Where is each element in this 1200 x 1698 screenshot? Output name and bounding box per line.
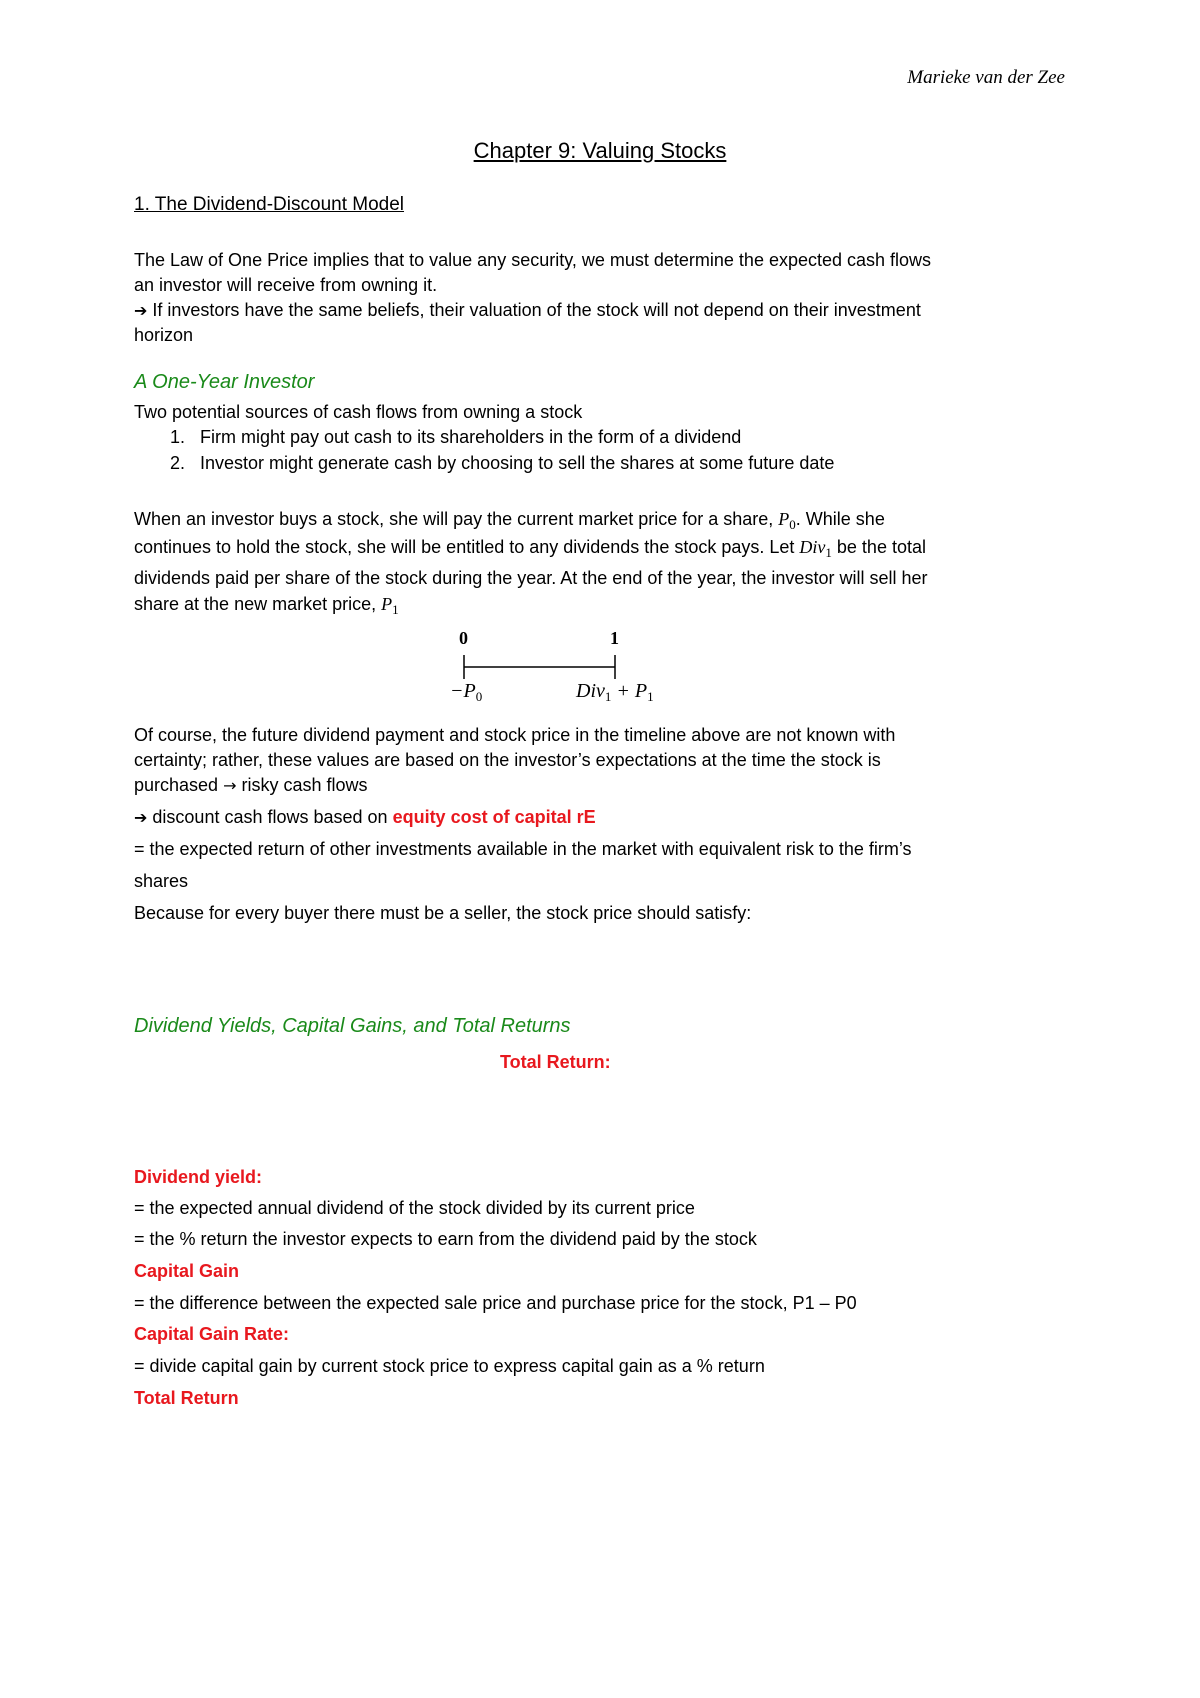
paragraph-line: certainty; rather, these values are based on the investor’s expectations at the time the stock is — [134, 750, 881, 770]
dividend-yield-label: Dividend yield: — [134, 1167, 263, 1187]
paragraph-line: = the difference between the expected sale price and purchase price for the stock, P1 – P0 — [134, 1293, 857, 1313]
equity-cost-term: equity cost of capital rE — [392, 807, 596, 827]
author-name: Marieke van der Zee — [907, 67, 1065, 88]
paragraph-line: dividends paid per share of the stock during the year. At the end of the year, the investor will sell her — [134, 568, 928, 588]
paragraph-line: = divide capital gain by current stock price to express capital gain as a % return — [134, 1356, 765, 1376]
one-year-heading: A One-Year Investor — [134, 371, 315, 393]
p0-symbol: $P_0$ — [778, 509, 796, 532]
arrow-icon: ➔ — [134, 808, 148, 827]
paragraph-line: = the expected annual dividend of the stock divided by its current price — [134, 1198, 695, 1218]
paragraph-line: Because for every buyer there must be a seller, the stock price should satisfy: — [134, 903, 752, 923]
arrow-icon: ➔ — [134, 301, 148, 320]
intro-line-2: an investor will receive from owning it. — [134, 275, 438, 295]
list-item: 1. Firm might pay out cash to its shareholders in the form of a dividend — [170, 427, 742, 447]
paragraph-line: = the expected return of other investments available in the market with equivalent risk to the firm’s — [134, 839, 912, 859]
div1-symbol: Div$_1$ — [799, 537, 832, 560]
capital-gain-rate-label: Capital Gain Rate: — [134, 1324, 290, 1344]
timeline-label-0: 0 — [459, 628, 468, 648]
paragraph-line: shares — [134, 871, 189, 891]
intro-line-4: horizon — [134, 325, 194, 345]
total-return-label: Total Return — [134, 1388, 239, 1408]
paragraph-line: Of course, the future dividend payment and stock price in the timeline above are not known with — [134, 725, 896, 745]
sources-intro: Two potential sources of cash flows from owning a stock — [134, 402, 583, 422]
paragraph-line: = the % return the investor expects to earn from the dividend paid by the stock — [134, 1229, 757, 1249]
arrow-icon: → — [223, 776, 237, 795]
returns-heading: Dividend Yields, Capital Gains, and Total Returns — [134, 1015, 571, 1037]
capital-gain-label: Capital Gain — [134, 1261, 240, 1281]
timeline-cashflow-1: $Div_1 + P_1$ — [576, 680, 654, 704]
chapter-title: Chapter 9: Valuing Stocks — [473, 138, 727, 163]
list-item: 2. Investor might generate cash by choosing to sell the shares at some future date — [170, 453, 835, 473]
total-return-center: Total Return: — [500, 1052, 611, 1072]
discount-line: ➔ discount cash flows based on equity cost of capital rE — [134, 807, 596, 827]
timeline-cashflow-0: $-P_0$ — [450, 680, 483, 704]
section-title: 1. The Dividend-Discount Model — [134, 194, 405, 215]
p1-symbol: $P_1$ — [381, 594, 399, 617]
intro-arrow-line: ➔ If investors have the same beliefs, their valuation of the stock will not depend on their investment — [134, 300, 921, 320]
paragraph-line: continues to hold the stock, she will be entitled to any dividends the stock pays. Let Div$_1$ be the total — [134, 537, 926, 560]
timeline-line — [455, 653, 625, 683]
intro-line-1: The Law of One Price implies that to value any security, we must determine the expected cash flows — [134, 250, 932, 270]
paragraph-line: purchased → risky cash flows — [134, 775, 368, 795]
timeline-label-1: 1 — [610, 628, 619, 648]
paragraph-line: share at the new market price, $P_1$ — [134, 594, 399, 617]
paragraph-line: When an investor buys a stock, she will pay the current market price for a share, $P_0$. While she — [134, 509, 885, 532]
